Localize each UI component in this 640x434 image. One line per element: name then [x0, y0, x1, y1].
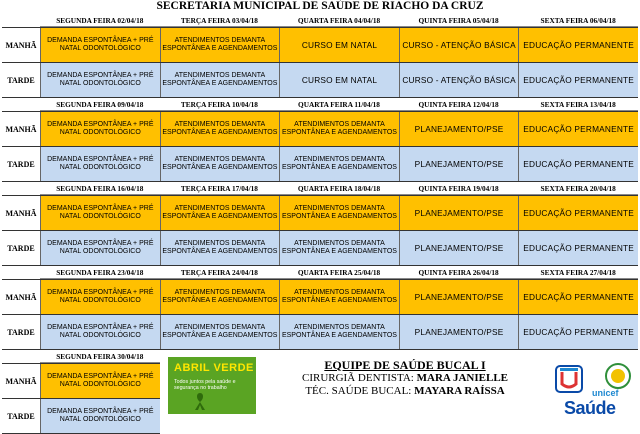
day-header: SEGUNDA FEIRA 30/04/18: [40, 350, 160, 363]
morning-label: MANHÃ: [2, 364, 40, 398]
campaign-text: Todos juntos pela saúde e segurança no trabalho: [174, 379, 236, 391]
schedule-cell: PLANEJAMENTO/PSE: [399, 196, 519, 230]
tech-line: [275, 385, 535, 398]
schedule-cell: DEMANDA ESPONTÂNEA + PRÉ NATAL ODONTOLÓGICO: [40, 231, 160, 265]
schedule-cell: PLANEJAMENTO/PSE: [399, 112, 519, 146]
afternoon-row: [2, 62, 638, 98]
team-info: [275, 358, 535, 398]
schedule-cell: ATENDIMENTOS DEMANTA ESPONTÂNEA E AGENDAMENTOS: [160, 196, 280, 230]
schedule-cell: PLANEJAMENTO/PSE: [399, 280, 519, 314]
team-title: EQUIPE DE SAÚDE BUCAL I: [324, 358, 486, 372]
campaign-title: ABRIL VERDE: [174, 362, 254, 374]
schedule-cell: EDUCAÇÃO PERMANENTE: [518, 28, 638, 62]
municipal-logo: [548, 360, 636, 430]
day-header: SEXTA FEIRA 06/04/18: [518, 14, 638, 27]
afternoon-row: [2, 146, 638, 182]
day-header: QUARTA FEIRA 11/04/18: [279, 98, 399, 111]
day-header: SEGUNDA FEIRA 02/04/18: [40, 14, 160, 27]
day-header: TERÇA FEIRA 17/04/18: [160, 182, 280, 195]
morning-row: [2, 363, 160, 398]
tech-label: TÉC. SAÚDE BUCAL:: [305, 385, 412, 397]
morning-label: MANHÃ: [2, 28, 40, 62]
schedule-cell: ATENDIMENTOS DEMANTA ESPONTÂNEA E AGENDAMENTOS: [160, 147, 280, 181]
day-header: QUARTA FEIRA 18/04/18: [279, 182, 399, 195]
schedule-cell: PLANEJAMENTO/PSE: [399, 231, 519, 265]
schedule-cell: ATENDIMENTOS DEMANTA ESPONTÂNEA E AGENDAMENTOS: [160, 63, 280, 97]
day-header: TERÇA FEIRA 03/04/18: [160, 14, 280, 27]
ribbon-icon: [190, 391, 210, 411]
schedule-cell: DEMANDA ESPONTÂNEA + PRÉ NATAL ODONTOLÓGICO: [40, 364, 160, 398]
day-header: SEGUNDA FEIRA 16/04/18: [40, 182, 160, 195]
afternoon-label: TARDE: [2, 63, 40, 97]
morning-row: [2, 27, 638, 62]
schedule-cell: DEMANDA ESPONTÂNEA + PRÉ NATAL ODONTOLÓGICO: [40, 28, 160, 62]
schedule-cell: EDUCAÇÃO PERMANENTE: [518, 231, 638, 265]
dentist-label: CIRURGIÃ DENTISTA:: [302, 372, 414, 384]
morning-row: [2, 111, 638, 146]
partner-logo: unicef: [592, 388, 619, 398]
schedule-cell: CURSO - ATENÇÃO BÁSICA: [399, 28, 519, 62]
schedule-cell: DEMANDA ESPONTÂNEA + PRÉ NATAL ODONTOLÓGICO: [40, 399, 160, 433]
schedule-cell: EDUCAÇÃO PERMANENTE: [518, 147, 638, 181]
saude-logo: Saúde: [564, 398, 616, 418]
schedule-cell: ATENDIMENTOS DEMANTA ESPONTÂNEA E AGENDAMENTOS: [160, 280, 280, 314]
day-header: QUINTA FEIRA 26/04/18: [399, 266, 519, 279]
schedule-cell: ATENDIMENTOS DEMANTA ESPONTÂNEA E AGENDAMENTOS: [279, 280, 399, 314]
day-header: SEGUNDA FEIRA 23/04/18: [40, 266, 160, 279]
schedule-cell: PLANEJAMENTO/PSE: [399, 315, 519, 349]
schedule-cell: ATENDIMENTOS DEMANTA ESPONTÂNEA E AGENDAMENTOS: [279, 112, 399, 146]
day-header: TERÇA FEIRA 10/04/18: [160, 98, 280, 111]
dentist-line: [275, 372, 535, 385]
schedule-cell: ATENDIMENTOS DEMANTA ESPONTÂNEA E AGENDAMENTOS: [160, 315, 280, 349]
afternoon-label: TARDE: [2, 231, 40, 265]
schedule-cell: EDUCAÇÃO PERMANENTE: [518, 315, 638, 349]
afternoon-label: TARDE: [2, 147, 40, 181]
schedule-cell: ATENDIMENTOS DEMANTA ESPONTÂNEA E AGENDAMENTOS: [279, 231, 399, 265]
week-block: [2, 98, 638, 182]
schedule-cell: EDUCAÇÃO PERMANENTE: [518, 112, 638, 146]
schedule-cell: ATENDIMENTOS DEMANTA ESPONTÂNEA E AGENDAMENTOS: [279, 196, 399, 230]
schedule-cell: EDUCAÇÃO PERMANENTE: [518, 196, 638, 230]
schedule-cell: DEMANDA ESPONTÂNEA + PRÉ NATAL ODONTOLÓGICO: [40, 112, 160, 146]
day-header: QUARTA FEIRA 25/04/18: [279, 266, 399, 279]
afternoon-row: [2, 230, 638, 266]
day-header: SEXTA FEIRA 20/04/18: [518, 182, 638, 195]
schedule-cell: DEMANDA ESPONTÂNEA + PRÉ NATAL ODONTOLÓGICO: [40, 196, 160, 230]
afternoon-row: [2, 398, 160, 434]
schedule-cell: ATENDIMENTOS DEMANTA ESPONTÂNEA E AGENDAMENTOS: [160, 112, 280, 146]
day-header: SEXTA FEIRA 13/04/18: [518, 98, 638, 111]
morning-row: [2, 195, 638, 230]
afternoon-row: [2, 314, 638, 350]
afternoon-label: TARDE: [2, 315, 40, 349]
schedule-cell: EDUCAÇÃO PERMANENTE: [518, 280, 638, 314]
week-block: [2, 266, 638, 350]
morning-row: [2, 279, 638, 314]
day-header: TERÇA FEIRA 24/04/18: [160, 266, 280, 279]
day-header: QUINTA FEIRA 12/04/18: [399, 98, 519, 111]
abril-verde-banner: [168, 357, 256, 414]
tech-name: MAYARA RAÍSSA: [414, 385, 505, 397]
morning-label: MANHÃ: [2, 280, 40, 314]
day-header: QUINTA FEIRA 19/04/18: [399, 182, 519, 195]
week-block: [2, 14, 638, 98]
schedule-cell: CURSO - ATENÇÃO BÁSICA: [399, 63, 519, 97]
schedule-cell: DEMANDA ESPONTÂNEA + PRÉ NATAL ODONTOLÓGICO: [40, 280, 160, 314]
schedule-cell: ATENDIMENTOS DEMANTA ESPONTÂNEA E AGENDAMENTOS: [279, 147, 399, 181]
week-block: [2, 182, 638, 266]
day-header: QUINTA FEIRA 05/04/18: [399, 14, 519, 27]
dentist-name: MARA JANIELLE: [416, 372, 508, 384]
day-header: SEGUNDA FEIRA 09/04/18: [40, 98, 160, 111]
schedule-cell: CURSO EM NATAL: [279, 63, 399, 97]
morning-label: MANHÃ: [2, 112, 40, 146]
schedule-cell: ATENDIMENTOS DEMANTA ESPONTÂNEA E AGENDAMENTOS: [160, 28, 280, 62]
morning-label: MANHÃ: [2, 196, 40, 230]
schedule-cell: DEMANDA ESPONTÂNEA + PRÉ NATAL ODONTOLÓGICO: [40, 147, 160, 181]
schedule-cell: EDUCAÇÃO PERMANENTE: [518, 63, 638, 97]
afternoon-label: TARDE: [2, 399, 40, 433]
day-header: QUARTA FEIRA 04/04/18: [279, 14, 399, 27]
page-title: SECRETARIA MUNICIPAL DE SAÚDE DE RIACHO DA CRUZ: [156, 0, 484, 12]
schedule-cell: DEMANDA ESPONTÂNEA + PRÉ NATAL ODONTOLÓGICO: [40, 315, 160, 349]
schedule-cell: ATENDIMENTOS DEMANTA ESPONTÂNEA E AGENDAMENTOS: [160, 231, 280, 265]
schedule-cell: CURSO EM NATAL: [279, 28, 399, 62]
schedule-cell: PLANEJAMENTO/PSE: [399, 147, 519, 181]
day-header: SEXTA FEIRA 27/04/18: [518, 266, 638, 279]
schedule-cell: ATENDIMENTOS DEMANTA ESPONTÂNEA E AGENDAMENTOS: [279, 315, 399, 349]
schedule-cell: DEMANDA ESPONTÂNEA + PRÉ NATAL ODONTOLÓGICO: [40, 63, 160, 97]
